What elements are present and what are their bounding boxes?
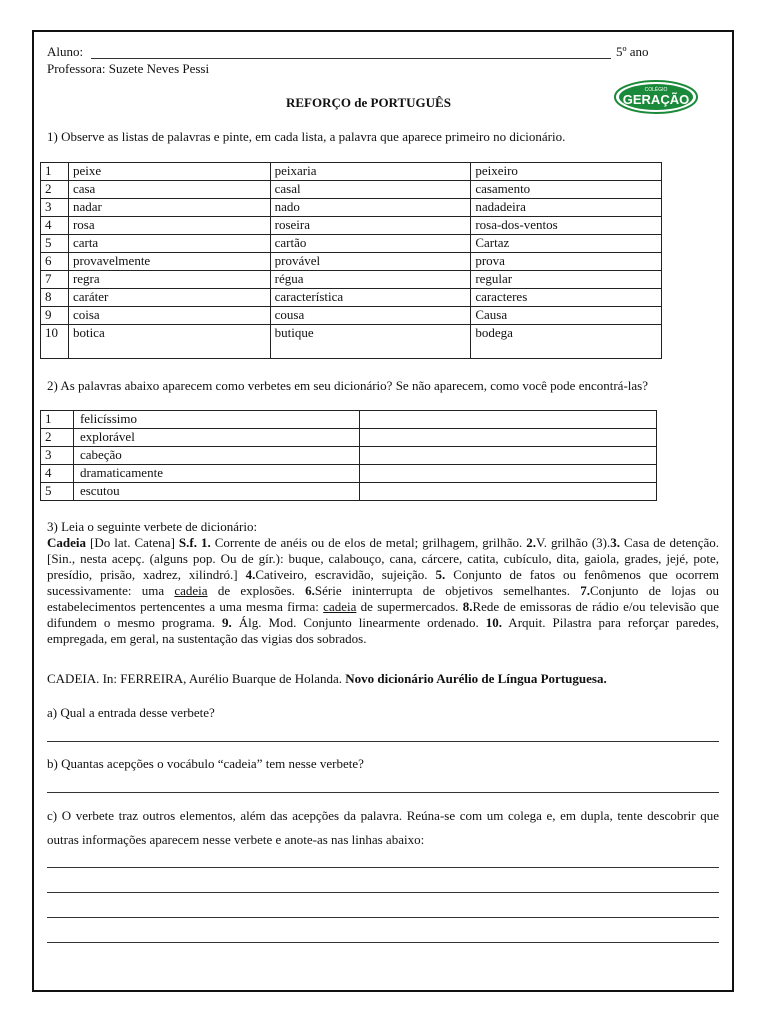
q1-prompt: 1) Observe as listas de palavras e pinte, em cada lista, a palavra que aparece primeiro no dicionário. [47,129,566,144]
q1-row [41,271,662,289]
answer-cell[interactable] [359,429,656,447]
entry-num-4: 4. [245,567,256,582]
page-title: REFORÇO de PORTUGUÊS [286,95,451,110]
q1-row [41,307,662,325]
word-cell[interactable]: régua [270,271,471,289]
entry-num-7: 7. [580,583,591,598]
student-label: Aluno: [47,44,84,59]
answer-line-c1[interactable] [47,867,719,868]
word-cell[interactable]: roseira [270,217,471,235]
row-number: 5 [41,235,69,253]
word-cell[interactable]: nadadeira [471,199,662,217]
row-number: 8 [41,289,69,307]
dictionary-entry [47,535,719,647]
word-cell[interactable]: butique [270,325,471,359]
word-cell[interactable]: peixeiro [471,163,662,181]
word-cell[interactable]: caracteres [471,289,662,307]
word-cell[interactable]: nadar [68,199,270,217]
source-title: Novo dicionário Aurélio de Língua Portuguesa. [345,671,607,686]
teacher-name: Professora: Suzete Neves Pessi [47,61,210,76]
q1-word-table [40,162,662,359]
word-cell[interactable]: prova [471,253,662,271]
word-cell[interactable]: carta [68,235,270,253]
entry-num-2: 2. [526,535,537,550]
source-text: CADEIA. In: FERREIRA, Aurélio Buarque de Holanda. [47,671,346,686]
word-cell: explorável [73,429,359,447]
answer-cell[interactable] [359,447,656,465]
q2-row [41,411,657,429]
row-number: 4 [41,465,74,483]
answer-line-c3[interactable] [47,917,719,918]
question-c: c) O verbete traz outros elementos, além das acepções da palavra. Reúna-se com um colega e, em dupla, tente descobrir que outras informações aparecem nesse verbete e anote-as nas linhas abaixo: [47,808,719,847]
q1-row [41,235,662,253]
row-number: 7 [41,271,69,289]
word-cell: escutou [73,483,359,501]
entry-num-10: 10. [485,615,503,630]
entry-num-9: 9. [222,615,232,630]
entry-num-5: 5. [435,567,446,582]
word-cell[interactable]: casa [68,181,270,199]
logo-top-text: COLÉGIO [644,87,668,93]
entry-sense-3: Casa de detenção. [Sin., nesta acepç. (alguns pop. Ou de gír.): buque, calabouço, cana, cárcere, catita, cubículo, dita, gaiola, grades, jejé, pote, presídio, prisão, xadrez, xilindró.] [47,535,720,582]
q1-row [41,325,662,359]
q2-row [41,483,657,501]
row-number: 2 [41,181,69,199]
entry-example-1-rest: de explosões. [207,583,306,598]
row-number: 9 [41,307,69,325]
logo-main-text: GERAÇÃO [622,92,690,107]
row-number: 3 [41,447,74,465]
q2-prompt: 2) As palavras abaixo aparecem como verbetes em seu dicionário? Se não aparecem, como você pode encontrá-las? [47,378,648,393]
row-number: 2 [41,429,74,447]
word-cell[interactable]: Causa [471,307,662,325]
entry-sense-2: V. grilhão (3). [536,535,611,550]
entry-num-8: 8. [462,599,473,614]
word-cell[interactable]: provavelmente [68,253,270,271]
answer-cell[interactable] [359,411,656,429]
q1-row [41,217,662,235]
q2-row [41,429,657,447]
entry-sense-8: Rede de emissoras de rádio e/ou televisão que difundem o mesmo programa. [47,599,719,630]
answer-line-b[interactable] [47,792,719,793]
row-number: 4 [41,217,69,235]
word-cell[interactable]: rosa [68,217,270,235]
word-cell[interactable]: característica [270,289,471,307]
q1-row [41,163,662,181]
question-a: a) Qual a entrada desse verbete? [47,705,215,720]
entry-class: S.f. 1. [178,535,211,550]
word-cell[interactable]: cousa [270,307,471,325]
entry-sense-1: Corrente de anéis ou de elos de metal; grilhagem, grilhão. [210,535,527,550]
entry-sense-9: Álg. Mod. Conjunto linearmente ordenado. [231,615,486,630]
word-cell[interactable]: nado [270,199,471,217]
entry-num-6: 6. [305,583,315,598]
word-cell[interactable]: casamento [471,181,662,199]
word-cell[interactable]: cartão [270,235,471,253]
word-cell[interactable]: regra [68,271,270,289]
row-number: 1 [41,163,69,181]
word-cell: felicíssimo [73,411,359,429]
q2-row [41,447,657,465]
word-cell[interactable]: rosa-dos-ventos [471,217,662,235]
word-cell[interactable]: botica [68,325,270,359]
entry-example-1: cadeia [174,583,208,598]
q1-row [41,253,662,271]
entry-sense-7: Conjunto de lojas ou estabelecimentos pertencentes a uma mesma firma: [47,583,720,614]
entry-example-2-rest: de supermercados. [356,599,463,614]
q3-intro: 3) Leia o seguinte verbete de dicionário: [47,519,258,534]
row-number: 6 [41,253,69,271]
student-name-line[interactable] [91,58,611,59]
answer-line-c2[interactable] [47,892,719,893]
grade-label: 5º ano [616,44,649,59]
row-number: 1 [41,411,74,429]
word-cell[interactable]: Cartaz [471,235,662,253]
q1-row [41,199,662,217]
q1-row [41,181,662,199]
word-cell[interactable]: coisa [68,307,270,325]
word-cell[interactable]: bodega [471,325,662,359]
answer-line-c4[interactable] [47,942,719,943]
entry-etymology: [Do lat. Catena] [86,535,179,550]
school-logo [614,80,698,114]
word-cell[interactable]: casal [270,181,471,199]
row-number: 3 [41,199,69,217]
entry-sense-10: Arquit. Pilastra para reforçar paredes, empregada, em geral, na sustentação das vigias dos sobrados. [47,615,719,646]
entry-example-2: cadeia [323,599,357,614]
entry-sense-4: Cativeiro, escravidão, sujeição. [255,567,436,582]
word-cell[interactable]: caráter [68,289,270,307]
entry-source [47,671,607,687]
q2-word-table [40,410,657,501]
word-cell[interactable]: regular [471,271,662,289]
question-b: b) Quantas acepções o vocábulo “cadeia” tem nesse verbete? [47,756,364,771]
entry-sense-5: Conjunto de fatos ou fenômenos que ocorrem sucessivamente: uma [47,567,719,598]
answer-cell[interactable] [359,483,656,501]
row-number: 5 [41,483,74,501]
word-cell[interactable]: peixaria [270,163,471,181]
entry-sense-6: Série ininterrupta de objetivos semelhantes. [314,583,581,598]
row-number: 10 [41,325,69,359]
answer-cell[interactable] [359,465,656,483]
word-cell[interactable]: peixe [68,163,270,181]
q1-row [41,289,662,307]
word-cell: dramaticamente [73,465,359,483]
word-cell[interactable]: provável [270,253,471,271]
q2-row [41,465,657,483]
entry-headword: Cadeia [47,535,86,550]
word-cell: cabeção [73,447,359,465]
entry-num-3: 3. [610,535,620,550]
answer-line-a[interactable] [47,741,719,742]
